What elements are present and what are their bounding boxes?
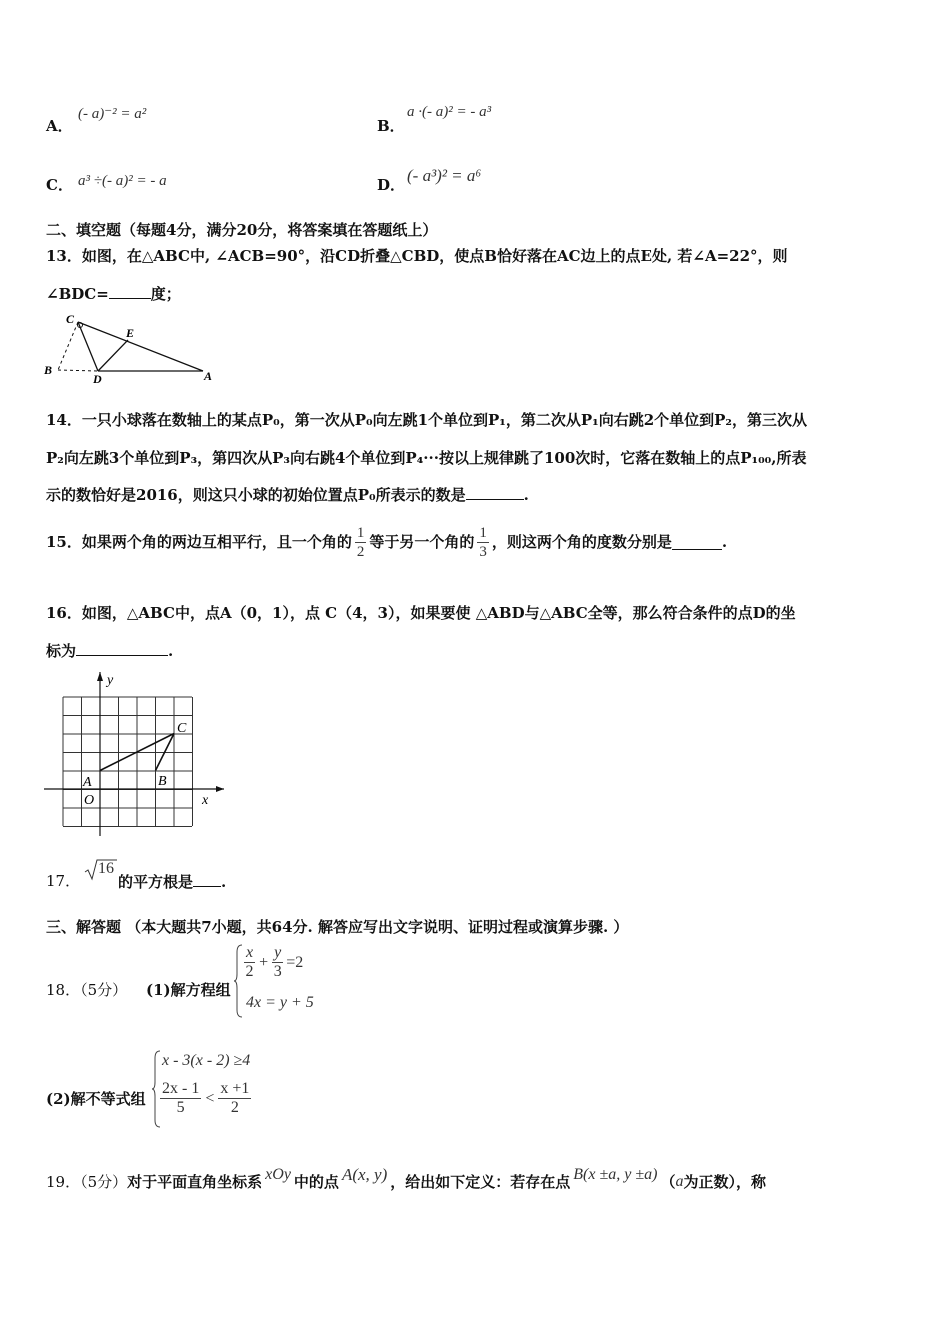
segment-de	[98, 340, 128, 371]
option-c-label: C．	[46, 176, 73, 194]
q19-point-a: A(x, y)	[341, 1165, 388, 1184]
q14-text-line1: 14．一只小球落在数轴上的某点P₀，第一次从P₀向左跳1个单位到P₁，第二次从P₁向右跳2个单位到P₂，第三次从	[46, 411, 807, 429]
q13-prefix: ∠BDC=	[46, 285, 109, 303]
option-d-label: D．	[377, 176, 406, 194]
q13-answer-blank	[109, 284, 151, 299]
q18-inequality-1: x - 3(x - 2) ≥4	[162, 1052, 251, 1069]
q14-prefix: 示的数恰好是2016，则这只小球的初始位置点P₀所表示的数是	[46, 486, 466, 504]
radicand: 16	[98, 860, 114, 877]
q18-inequality-2: $\frac{2x - 1}{5}$ < $\frac{x +1}{2}$	[162, 1080, 250, 1116]
q17-text: 的平方根是 .	[118, 873, 227, 891]
system-brace-1	[234, 944, 244, 1018]
q17-answer-blank	[193, 872, 221, 887]
segment-bd-dashed	[58, 370, 98, 371]
label-e: E	[126, 326, 135, 340]
label-o: O	[84, 793, 95, 808]
q17-number: 17．	[46, 872, 81, 890]
q16-text-line2	[46, 641, 173, 661]
q15-fraction-third: $\frac{1}{3}$	[479, 524, 487, 560]
q15-middle: 等于另一个角的	[369, 533, 475, 551]
q13-text-line2	[46, 284, 181, 304]
q15-suffix: ，则这两个角的度数分别是	[491, 533, 672, 551]
q16-text-line1: 16．如图，△ABC中，点A（0，1），点 C（4，3），如果要使 △ABD与△ABC全等，那么符合条件的点D的坐	[46, 604, 796, 622]
segment-ca	[78, 322, 203, 371]
q19-coordinate-system: xOy	[265, 1166, 291, 1183]
q18-part2-label: (2)解不等式组	[46, 1090, 146, 1108]
q16-prefix: 标为	[46, 642, 77, 660]
q19-number: 19．（5分）	[46, 1173, 128, 1191]
label-x: x	[202, 793, 209, 808]
section-3-title: 三、解答题 （本大题共7小题，共64分. 解答应写出文字说明、证明过程或演算步骤. ）	[46, 918, 629, 936]
q16-answer-blank	[76, 641, 168, 656]
option-b-expression: a ·(- a)² = - a³	[407, 104, 492, 120]
q15-text	[46, 517, 727, 567]
q15-end: .	[721, 533, 728, 551]
q13-suffix: 度；	[150, 285, 181, 303]
segment-cb-dashed	[58, 322, 78, 370]
q15-answer-blank	[672, 535, 722, 550]
q18-equation-1: $\frac{x}{2}$ + $\frac{y}{3}$ =2	[245, 944, 304, 980]
q14-text-line3	[46, 485, 529, 505]
q13-triangle-figure	[40, 308, 225, 388]
q16-grid-figure	[40, 668, 230, 840]
section-2-title: 二、填空题（每题4分，满分20分，将答案填在答题纸上）	[46, 221, 438, 239]
q18-equation-2: 4x = y + 5	[246, 994, 314, 1011]
q15-prefix: 15．如果两个角的两边互相平行，且一个角的	[46, 533, 352, 551]
label-y: y	[107, 673, 114, 688]
q16-suffix: .	[168, 642, 174, 660]
label-a: A	[83, 775, 92, 790]
q14-answer-blank	[466, 485, 524, 500]
option-a-label: A．	[46, 117, 73, 135]
q15-fraction-half: $\frac{1}{2}$	[356, 524, 365, 560]
q14-suffix: .	[523, 486, 529, 504]
y-axis-arrow	[97, 672, 103, 681]
q18-part1-label: (1)解方程组	[146, 981, 231, 999]
label-b: B	[44, 363, 53, 377]
label-c: C	[177, 721, 187, 736]
label-b: B	[158, 774, 167, 789]
option-a-expression: (- a)⁻² = a²	[78, 106, 147, 122]
x-axis-arrow	[216, 786, 224, 792]
q18-number: 18．（5分）	[46, 981, 128, 999]
label-a: A	[204, 369, 213, 383]
q19-point-b: B(x ±a, y ±a)	[573, 1166, 658, 1183]
option-c-expression: a³ ÷(- a)² = - a	[78, 173, 167, 189]
label-c: C	[66, 312, 75, 326]
q19-text: 19．（5分） 对于平面直角坐标系 xOy 中的点 A(x, y) ，给出如下定义：若存在点 B(x ±a, y ±a) （ a 为正数），称	[46, 1165, 766, 1191]
q14-text-line2: P₂向左跳3个单位到P₃，第四次从P₃向右跳4个单位到P₄···按以上规律跳了100次时，它落在数轴上的点P₁₀₀,所表	[46, 449, 807, 467]
option-d-expression: (- a³)² = a⁶	[407, 166, 482, 185]
label-d: D	[93, 372, 102, 386]
option-b-label: B．	[377, 117, 405, 135]
q13-text-line1: 13．如图，在△ABC中, ∠ACB=90°，沿CD折叠△CBD，使点B恰好落在AC边上的点E处, 若∠A=22°，则	[46, 247, 788, 265]
coordinate-grid	[63, 697, 193, 827]
